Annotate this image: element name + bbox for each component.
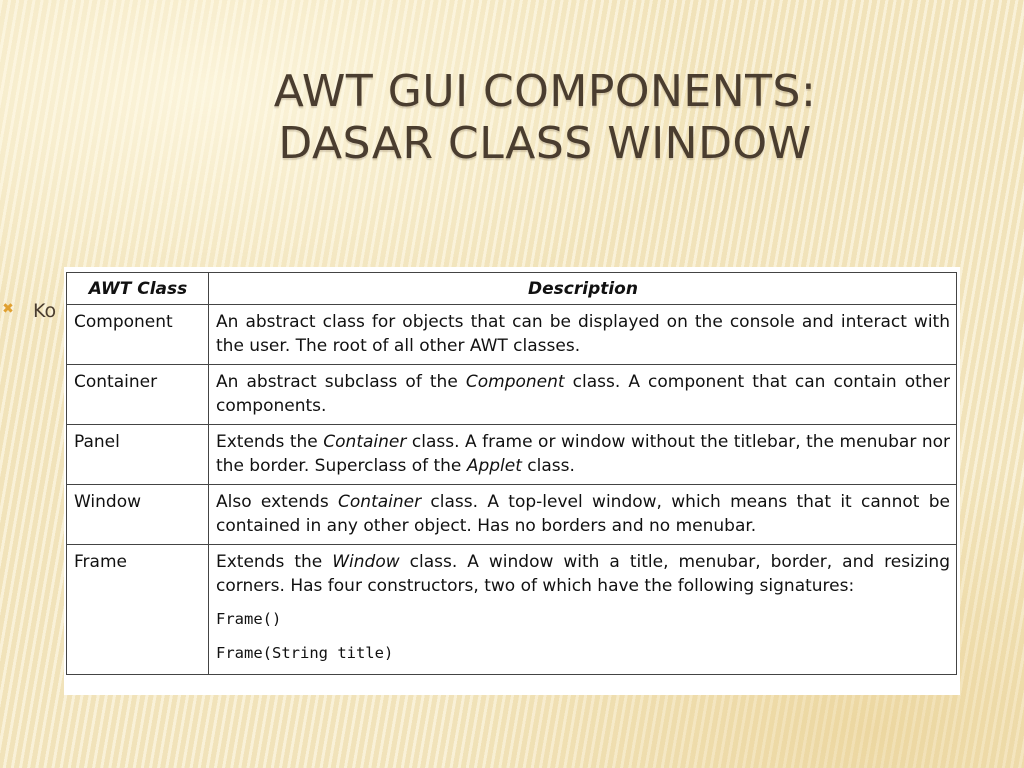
description-text: [216, 370, 950, 418]
description-segment: An abstract subclass of the: [216, 372, 466, 392]
class-name-cell: Panel: [67, 425, 209, 485]
description-cell: [209, 365, 957, 425]
header-description: Description: [209, 273, 957, 305]
description-segment: class. A component that can contain other components.: [216, 372, 951, 416]
class-name-cell: Container: [67, 365, 209, 425]
slide-title: [0, 66, 1024, 170]
class-reference: Window: [332, 552, 400, 572]
description-segment: Also extends: [216, 492, 339, 512]
description-text: [216, 490, 950, 538]
description-text: [216, 310, 950, 358]
class-name-cell: Window: [67, 485, 209, 545]
constructor-signature: Frame(): [216, 610, 282, 628]
slide-title-line-2: DASAR CLASS WINDOW: [278, 118, 812, 169]
table-image: [64, 267, 960, 695]
bullet-text: Ko: [33, 300, 57, 322]
description-segment: class.: [521, 456, 575, 476]
description-text: [216, 430, 950, 478]
x-mark-icon: ✖: [2, 301, 14, 317]
description-segment: Extends the: [216, 432, 324, 452]
awt-class-table: [66, 272, 957, 675]
table-row: [67, 485, 957, 545]
description-cell: [209, 485, 957, 545]
table-header-row: [67, 273, 957, 305]
class-reference: Container: [338, 492, 422, 512]
description-segment: class. A top-level window, which means that it cannot be contained in any other object. Has no borders and no menubar.: [216, 492, 950, 536]
class-reference: Component: [465, 372, 565, 392]
constructor-signature: Frame(String title): [216, 644, 394, 662]
table-body: [67, 305, 957, 675]
table-row: [67, 365, 957, 425]
description-cell: [209, 305, 957, 365]
class-name-cell: Component: [67, 305, 209, 365]
description-segment: class. A frame or window without the titlebar, the menubar nor the border. Superclass of the: [216, 432, 950, 476]
class-reference: Applet: [466, 456, 522, 476]
description-segment: class. A window with a title, menubar, border, and resizing corners. Has four constructors, two of which have the following signatures:: [216, 552, 950, 596]
table-row: [67, 305, 957, 365]
slide-title-line-1: AWT GUI COMPONENTS:: [273, 66, 817, 117]
class-name-cell: Frame: [67, 545, 209, 675]
description-text: [216, 550, 950, 598]
description-cell: [209, 545, 957, 675]
class-reference: Container: [323, 432, 407, 452]
table-row: [67, 425, 957, 485]
table-row: [67, 545, 957, 675]
header-awt-class: AWT Class: [67, 273, 209, 305]
description-cell: [209, 425, 957, 485]
description-segment: An abstract class for objects that can be displayed on the console and interact with the user. The root of all other AWT classes.: [216, 312, 950, 356]
description-segment: Extends the: [216, 552, 333, 572]
